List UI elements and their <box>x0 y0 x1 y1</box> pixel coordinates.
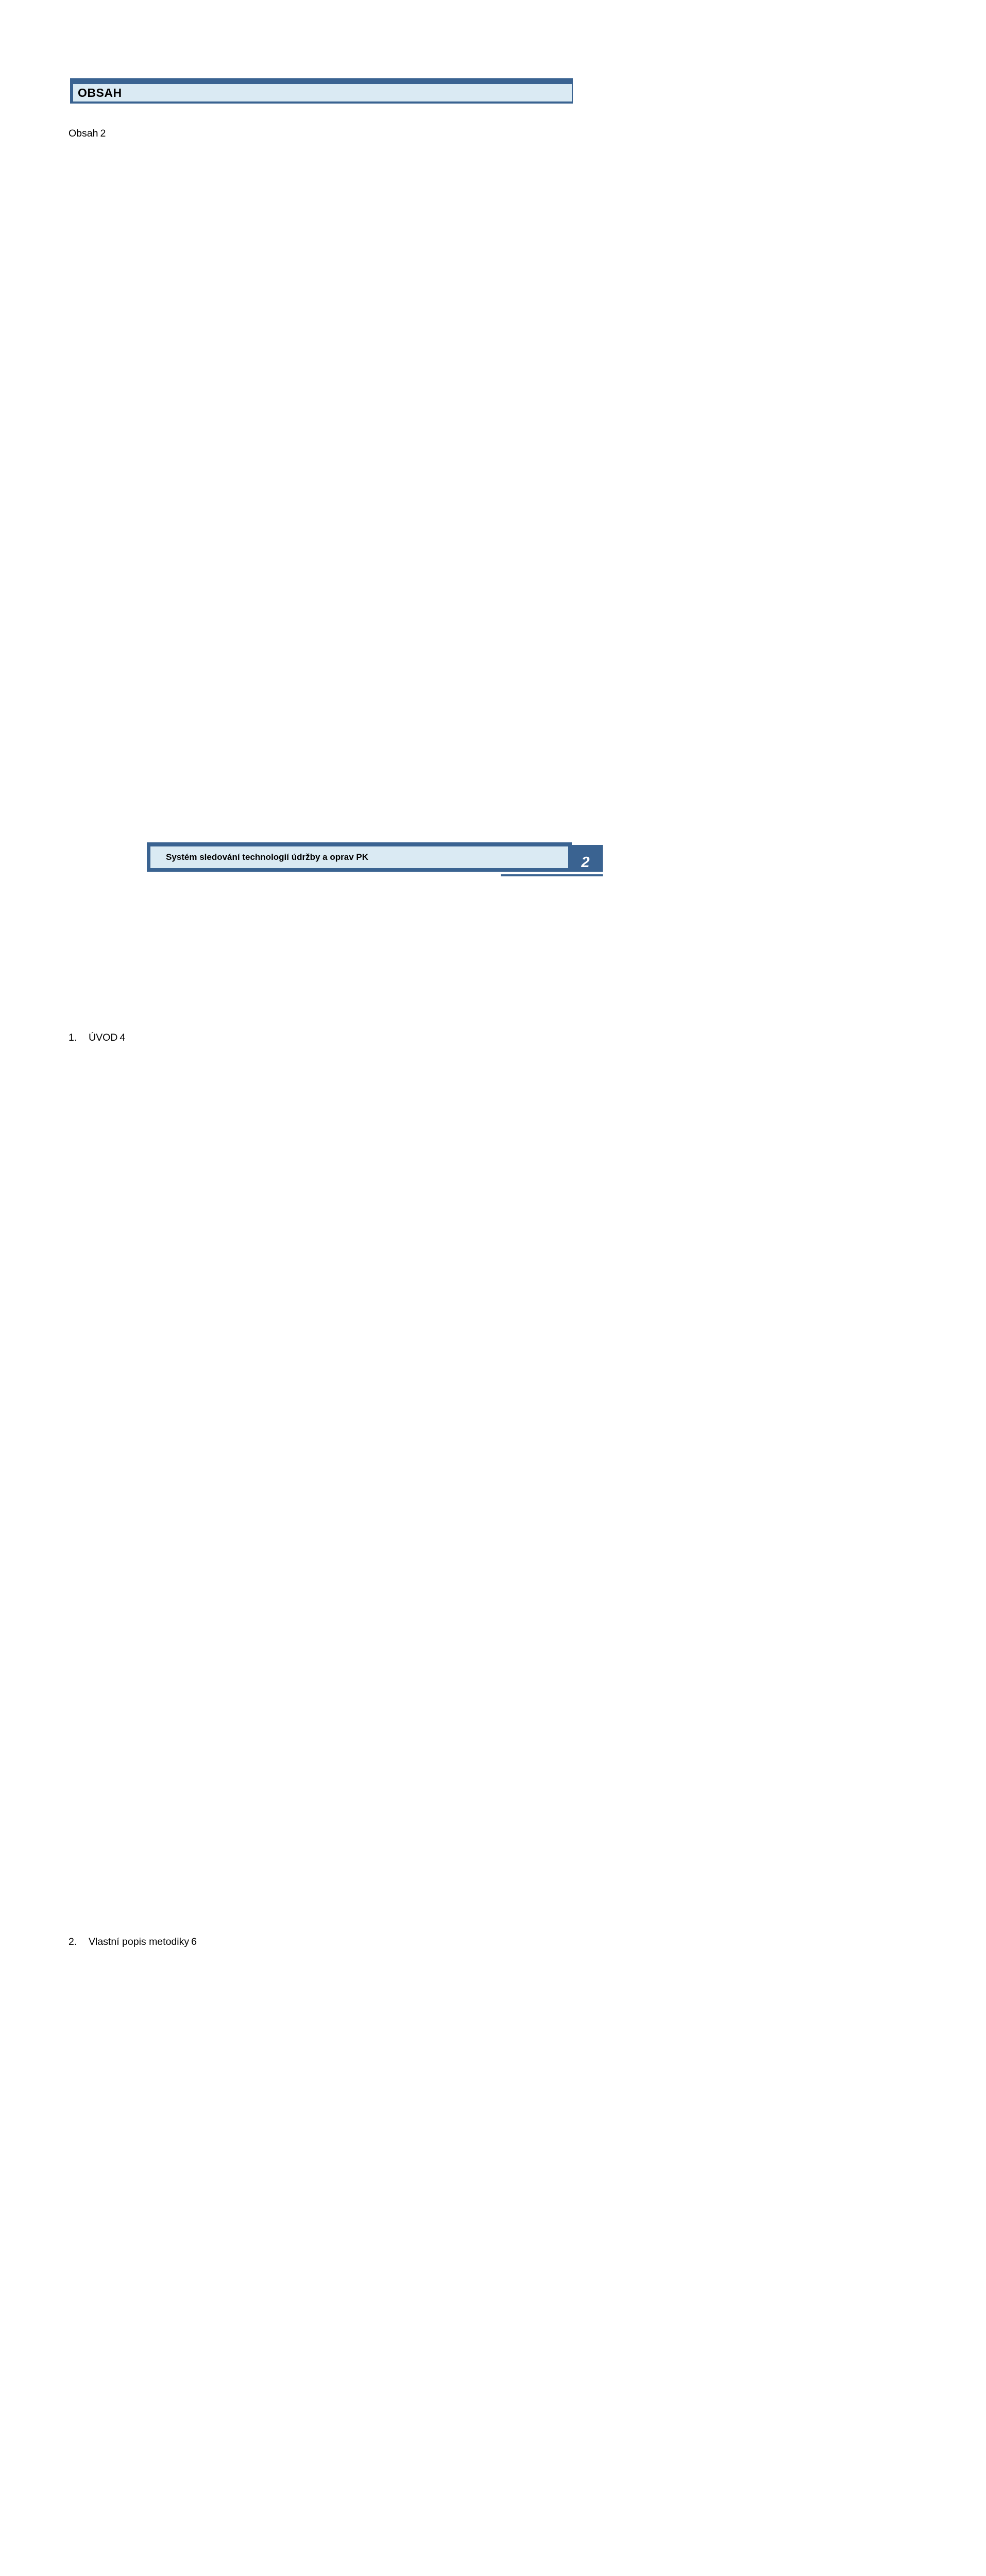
footer-accent-line <box>501 874 603 876</box>
toc-entry-page: 4 <box>118 1028 758 1932</box>
toc-entry[interactable] <box>69 1028 572 1932</box>
footer-page-number: 2 <box>581 854 590 871</box>
toc-entry-title: Vlastní popis metodiky <box>89 1936 190 1947</box>
page-title: OBSAH <box>78 86 122 99</box>
toc-entry-title: Obsah <box>69 128 98 139</box>
header-top-bar <box>70 78 573 84</box>
toc-entry-title: ÚVOD <box>89 1032 118 1043</box>
document-page <box>0 0 639 1947</box>
toc-entry-number: 1. <box>69 1032 77 1043</box>
toc-entry-number: 2. <box>69 1936 77 1947</box>
toc-entry-page: 2 <box>99 124 738 1028</box>
toc-entry[interactable] <box>69 1932 572 2576</box>
toc-entry[interactable] <box>69 124 572 1028</box>
header-body <box>70 84 573 104</box>
toc-entry-page: 6 <box>190 1932 829 2576</box>
footer-page-number-box <box>568 845 603 872</box>
footer-banner <box>147 842 572 872</box>
table-of-contents <box>69 124 572 2576</box>
footer-document-title: Systém sledování technologií údržby a oprav PK <box>166 852 368 862</box>
obsah-header-banner <box>70 78 573 104</box>
